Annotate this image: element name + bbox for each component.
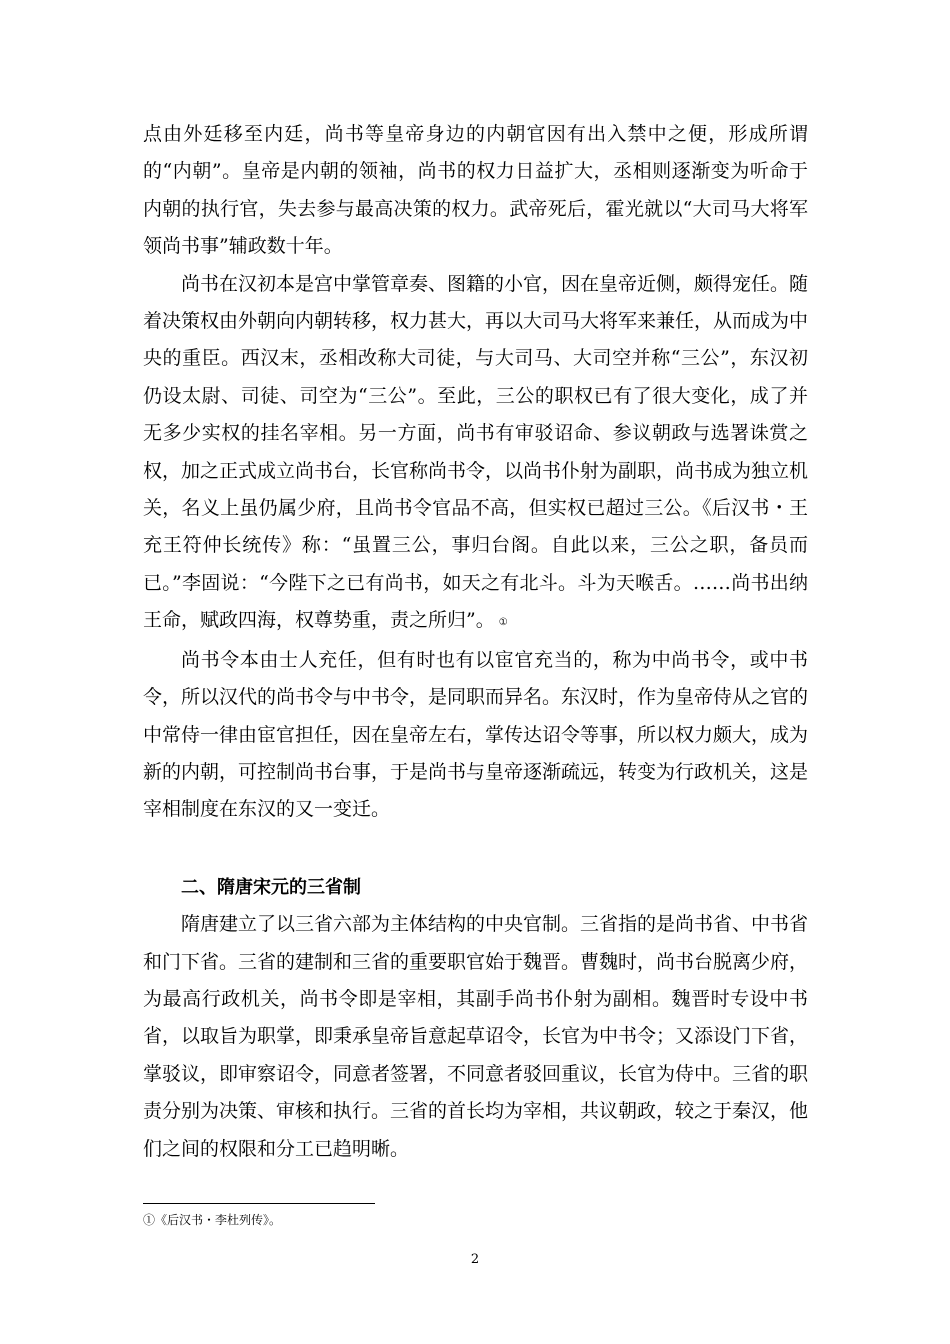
footnote-reference: ① [498, 617, 508, 629]
paragraph-text: 尚书在汉初本是宫中掌管章奏、图籍的小官，因在皇帝近侧，颇得宠任。随着决策权由外朝向内朝转移，权力甚大，再以大司马大将军来兼任，从而成为中央的重臣。西汉末，丞相改称大司徒，与大司马、大司空并称“三公”，东汉初仍设太尉、司徒、司空为“三公”。至此，三公的职权已有了很大变化，成了并无多少实权的挂名宰相。另一方面，尚书有审驳诏命、参议朝政与选署诛赏之权，加之正式成立尚书台，长官称尚书令，以尚书仆射为副职，尚书成为独立机关，名义上虽仍属少府，且尚书令官品不高，但实权已超过三公。《后汉书・王充王符仲长统传》称：“虽置三公，事归台阁。自此以来，三公之职，备员而已。”李固说：“今陛下之已有尚书，如天之有北斗。斗为天喉舌。……尚书出纳王命，赋政四海，权尊势重，责之所归”。 [143, 272, 809, 632]
section-heading: 二、隋唐宋元的三省制 [181, 876, 361, 898]
paragraph-continuation: 点由外廷移至内廷，尚书等皇帝身边的内朝官因有出入禁中之便，形成所谓的“内朝”。皇帝是内朝的领袖，尚书的权力日益扩大，丞相则逐渐变为听命于内朝的执行官，失去参与最高决策的权力。武帝死后，霍光就以“大司马大将军领尚书事”辅政数十年。 [143, 123, 808, 258]
paragraph-zhongshuling: 尚书令本由士人充任，但有时也有以宦官充当的，称为中尚书令，或中书令，所以汉代的尚书令与中书令，是同职而异名。东汉时，作为皇帝侍从之官的中常侍一律由宦官担任，因在皇帝左右，掌传达诏令等事，所以权力颇大，成为新的内朝，可控制尚书台事，于是尚书与皇帝逐渐疏远，转变为行政机关，这是宰相制度在东汉的又一变迁。 [143, 648, 809, 821]
paragraph-shangshu-origin [143, 266, 808, 642]
paragraph-three-departments: 隋唐建立了以三省六部为主体结构的中央官制。三省指的是尚书省、中书省和门下省。三省的建制和三省的重要职官始于魏晋。曹魏时，尚书台脱离少府，为最高行政机关，尚书令即是宰相，其副手尚书仆射为副相。魏晋时专设中书省，以取旨为职掌，即秉承皇帝旨意起草诏令，长官为中书令；又添设门下省，掌驳议，即审察诏令，同意者签署，不同意者驳回重议，长官为侍中。三省的职责分别为决策、审核和执行。三省的首长均为宰相，共议朝政，较之于秦汉，他们之间的权限和分工已趋明晰。 [143, 913, 809, 1160]
body-text [143, 116, 808, 1168]
footnote: ①《后汉书・李杜列传》。 [143, 1213, 282, 1227]
footnote-divider [143, 1203, 375, 1204]
page-number: 2 [470, 1252, 480, 1267]
